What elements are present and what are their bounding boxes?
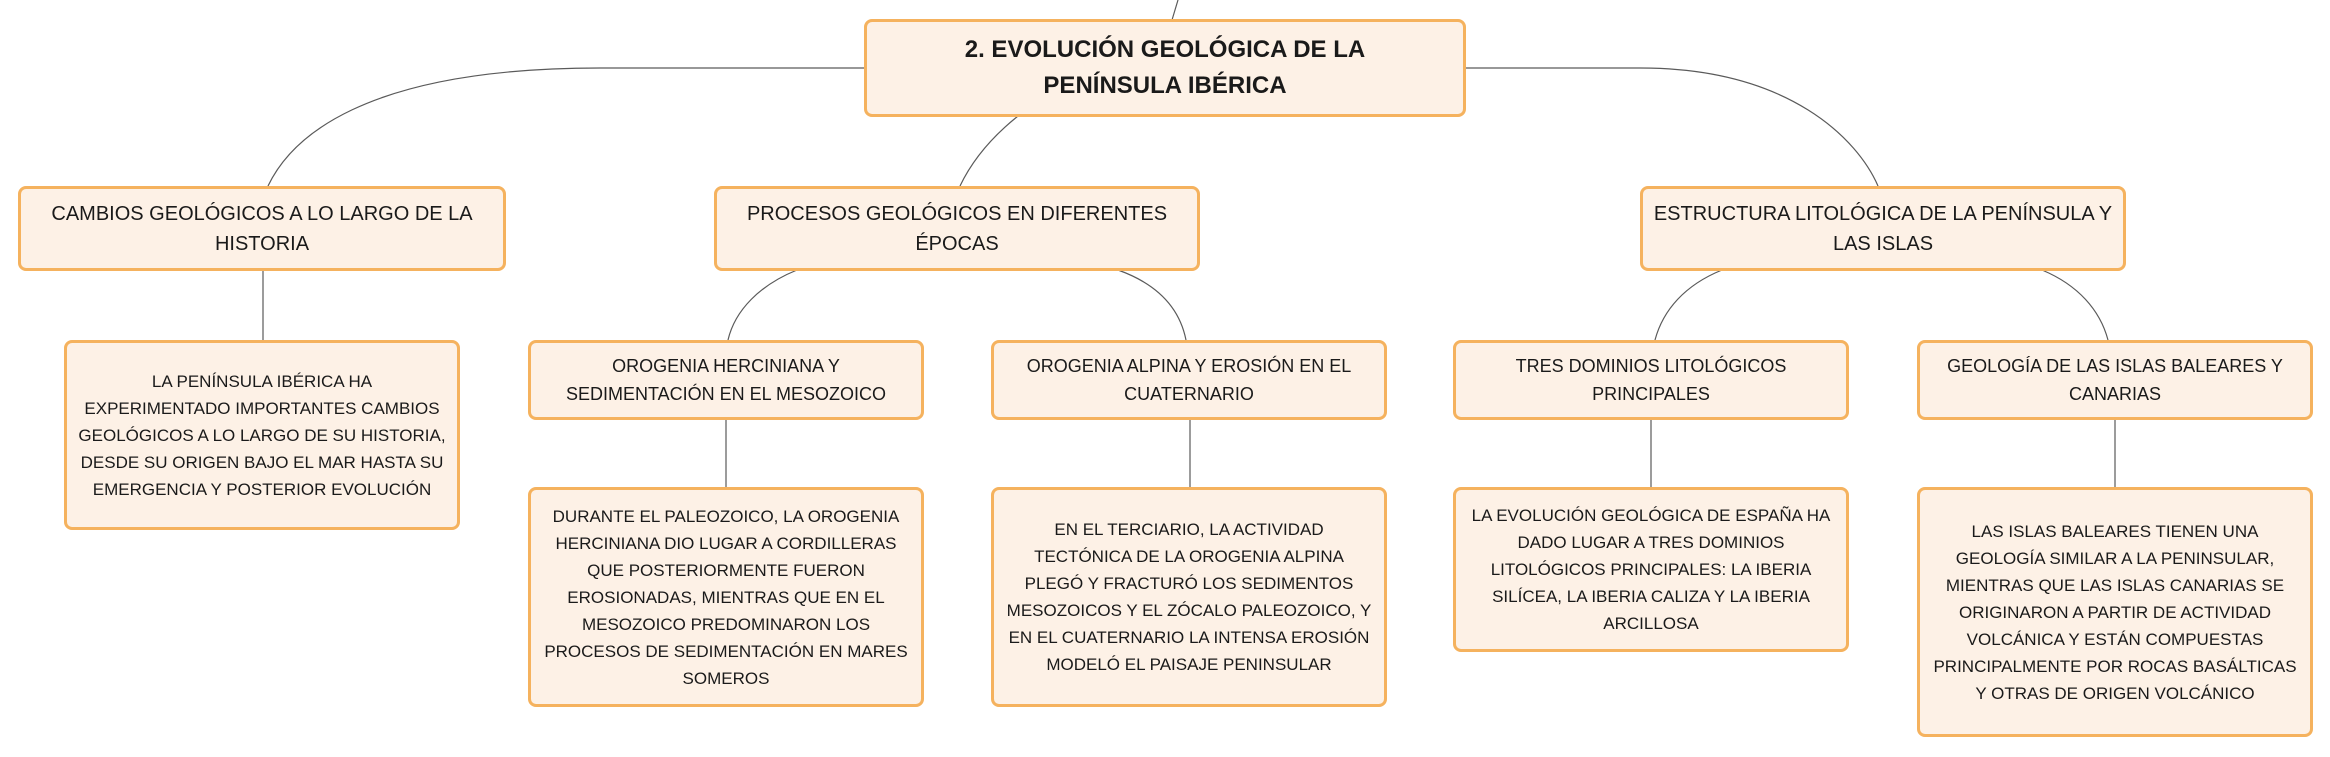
detail-node-three-domains[interactable]: [1453, 487, 1849, 652]
branch-node-lithological-structure[interactable]: [1640, 186, 2126, 271]
connector-branch-2-to-child-1: [728, 270, 797, 340]
detail-text: LAS ISLAS BALEARES TIENEN UNA GEOLOGÍA SIMILAR A LA PENINSULAR, MIENTRAS QUE LAS ISLAS CANARIAS SE ORIGINARON A PARTIR DE ACTIVIDAD VOLCÁNICA Y ESTÁN COMPUESTAS PRINCIPALMENTE POR ROCAS BASÁLTICAS Y OTRAS DE ORIGEN VOLCÁNICO: [1933, 521, 2297, 703]
child-title: OROGENIA ALPINA Y EROSIÓN EN EL CUATERNARIO: [1026, 356, 1352, 404]
child-node-islands-geology[interactable]: [1917, 340, 2313, 420]
root-title: 2. EVOLUCIÓN GEOLÓGICA DE LA PENÍNSULA IBÉRICA: [964, 36, 1366, 99]
detail-node-alpine-orogeny[interactable]: [991, 487, 1387, 707]
child-node-alpine-orogeny[interactable]: [991, 340, 1387, 420]
child-title: TRES DOMINIOS LITOLÓGICOS PRINCIPALES: [1515, 356, 1787, 404]
child-title: OROGENIA HERCINIANA Y SEDIMENTACIÓN EN EL MESOZOICO: [565, 356, 887, 404]
root-node[interactable]: [864, 19, 1466, 117]
connector-root-to-branch-3: [1464, 68, 1878, 186]
detail-node-islands-geology[interactable]: [1917, 487, 2313, 737]
child-title: GEOLOGÍA DE LAS ISLAS BALEARES Y CANARIAS: [1947, 356, 2283, 404]
branch-node-geological-processes[interactable]: [714, 186, 1200, 271]
connector-branch-2-to-child-2: [1118, 270, 1186, 340]
detail-text: LA PENÍNSULA IBÉRICA HA EXPERIMENTADO IMPORTANTES CAMBIOS GEOLÓGICOS A LO LARGO DE SU HISTORIA, DESDE SU ORIGEN BAJO EL MAR HASTA SU EMERGENCIA Y POSTERIOR EVOLUCIÓN: [78, 371, 446, 499]
branch-title: CAMBIOS GEOLÓGICOS A LO LARGO DE LA HISTORIA: [51, 202, 473, 255]
connector-root-top: [1172, 0, 1178, 20]
connector-root-to-branch-2: [960, 116, 1018, 186]
branch-node-geological-changes[interactable]: [18, 186, 506, 271]
detail-node-hercynian-orogeny[interactable]: [528, 487, 924, 707]
branch-title: PROCESOS GEOLÓGICOS EN DIFERENTES ÉPOCAS: [746, 202, 1168, 255]
connector-branch-3-to-child-1: [1655, 270, 1722, 340]
connector-branch-3-to-child-2: [2042, 270, 2108, 340]
connector-root-to-branch-1: [268, 68, 866, 186]
detail-text: EN EL TERCIARIO, LA ACTIVIDAD TECTÓNICA DE LA OROGENIA ALPINA PLEGÓ Y FRACTURÓ LOS SEDIMENTOS MESOZOICOS Y EL ZÓCALO PALEOZOICO, Y EN EL CUATERNARIO LA INTENSA EROSIÓN MODELÓ EL PAISAJE PENINSULAR: [1006, 520, 1372, 674]
detail-node-geological-changes[interactable]: [64, 340, 460, 530]
child-node-three-domains[interactable]: [1453, 340, 1849, 420]
detail-text: LA EVOLUCIÓN GEOLÓGICA DE ESPAÑA HA DADO LUGAR A TRES DOMINIOS LITOLÓGICOS PRINCIPALES: LA IBERIA SILÍCEA, LA IBERIA CALIZA Y LA IBERIA ARCILLOSA: [1471, 506, 1831, 633]
detail-text: DURANTE EL PALEOZOICO, LA OROGENIA HERCINIANA DIO LUGAR A CORDILLERAS QUE POSTERIORMENTE FUERON EROSIONADAS, MIENTRAS QUE EN EL MESOZOICO PREDOMINARON LOS PROCESOS DE SEDIMENTACIÓN EN MARES SOMEROS: [544, 506, 908, 688]
child-node-hercynian-orogeny[interactable]: [528, 340, 924, 420]
branch-title: ESTRUCTURA LITOLÓGICA DE LA PENÍNSULA Y LAS ISLAS: [1653, 202, 2113, 255]
